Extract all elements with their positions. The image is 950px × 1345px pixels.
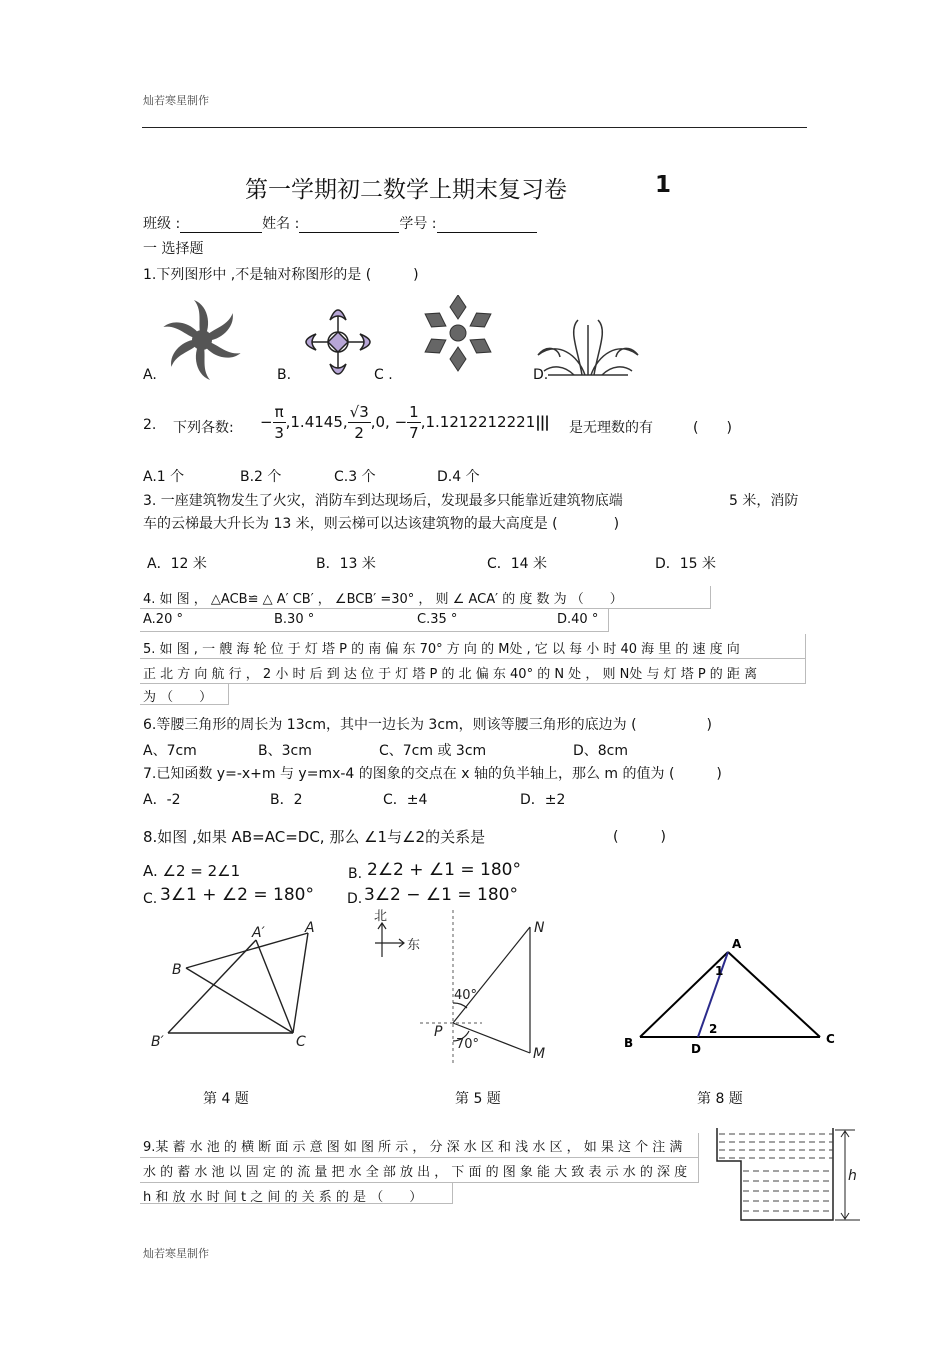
id-label: 学号 : [399, 216, 437, 232]
q3-option-d: D．15 米 [655, 556, 717, 572]
q1-option-c: C . [374, 367, 393, 383]
fig4-label-a: A [305, 920, 315, 936]
figure-8 [620, 930, 845, 1060]
q1-option-d: D. [533, 367, 549, 383]
fig5-angle-40: 40° [454, 988, 478, 1003]
fig5-caption: 第 5 题 [455, 1091, 501, 1107]
footer-maker: 灿若寒星制作 [143, 1247, 209, 1260]
fig8-label-2: 2 [709, 1022, 718, 1036]
figure-5 [370, 905, 560, 1065]
q1-option-b: B. [277, 367, 292, 383]
q2-number: 2. [143, 417, 157, 433]
q2-lead: 下列各数: [173, 420, 234, 436]
q3-line1b: 5 米，消防 [729, 493, 799, 509]
class-blank[interactable] [180, 216, 262, 233]
q4-options-box [140, 609, 609, 632]
fraction-1-over-7: $\frac{1}{7}$ [409, 403, 419, 442]
q2-numbers: − $\frac{\pi}{3}$ ,1.4145, $\frac{√3}{2}$ ,0, − $\frac{1}{7}$ ,1.1212212221||| [260, 403, 549, 442]
q8-option-c: 3∠1 + ∠2 = 180° [160, 885, 314, 905]
q8-option-b-label: B. [348, 866, 363, 882]
fraction-sqrt3-over-2: $\frac{√3}{2}$ [349, 403, 369, 442]
section-heading: 一 选择题 [143, 241, 204, 257]
fraction-pi-over-3: $\frac{\pi}{3}$ [274, 403, 284, 442]
fig8-label-d: D [691, 1042, 701, 1056]
q2-option-d: D.4 个 [437, 469, 480, 485]
q3-option-a: A．12 米 [147, 556, 207, 572]
fig8-label-a: A [732, 937, 742, 951]
q7-option-d: D．±2 [520, 792, 566, 808]
fig5-angle-70: 70° [456, 1037, 480, 1052]
q2-paren: ( ) [693, 420, 732, 436]
q5-line3: 为 （ ） [143, 690, 213, 705]
fig8-label-1: 1 [715, 964, 724, 978]
fig5-label-n: N [534, 920, 545, 936]
q8-option-c-label: C. [143, 891, 158, 907]
q2-option-b: B.2 个 [240, 469, 282, 485]
fig8-label-b: B [624, 1036, 634, 1050]
q9-line2: 水 的 蓄 水 池 以 固 定 的 流 量 把 水 全 部 放 出 ， 下 面 的 图 象 能 大 致 表 示 水 的 深 度 [143, 1165, 688, 1180]
fig4-label-a-prime: A′ [252, 925, 265, 941]
fig4-caption: 第 4 题 [203, 1091, 249, 1107]
q8-option-a: A. ∠2 = 2∠1 [143, 862, 241, 880]
page-title: 第一学期初二数学上期末复习卷 [245, 177, 567, 203]
q9-line1: 9.某 蓄 水 池 的 横 断 面 示 意 图 如 图 所 示 ， 分 深 水 区 和 浅 水 区 ， 如 果 这 个 注 满 [143, 1140, 683, 1155]
fig5-label-m: M [533, 1046, 546, 1062]
figure-d-fountain-icon [538, 320, 638, 375]
q3-option-c: C．14 米 [487, 556, 548, 572]
q7-option-a: A．-2 [143, 792, 181, 808]
q3-line2: 车的云梯最大升长为 13 米，则云梯可以达该建筑物的最大高度是 ( ) [143, 516, 620, 532]
fig4-label-b-prime: B′ [151, 1034, 164, 1050]
fig8-label-c: C [826, 1032, 835, 1046]
id-blank[interactable] [437, 216, 537, 233]
q1-text: 1.下列图形中 ,不是轴对称图形的是 ( ) [143, 267, 419, 283]
q4-text: 4. 如 图 ， △ACB≌ △ A′ CB′ ， ∠BCB′ =30° ， 则 ∠ ACA′ 的 度 数 为 （ ） [143, 592, 623, 607]
figure-c-flower-icon [421, 295, 495, 371]
q7-option-c: C．±4 [383, 792, 428, 808]
title-number: 1 [655, 172, 672, 198]
header-maker: 灿若寒星制作 [143, 94, 209, 107]
q8-text: 8.如图 ,如果 AB=AC=DC, 那么 ∠1与∠2的关系是 [143, 828, 486, 846]
fig5-north: 北 [374, 909, 388, 924]
q4-option-a: A.20 ° [143, 612, 183, 627]
q2-option-a: A.1 个 [143, 469, 185, 485]
fig4-label-b: B [172, 962, 182, 978]
info-line [143, 213, 537, 233]
name-blank[interactable] [299, 216, 399, 233]
q3-line1: 3. 一座建筑物发生了火灾，消防车到达现场后，发现最多只能靠近建筑物底端 [143, 493, 623, 509]
q6-option-b: B、3cm [258, 743, 312, 759]
q4-option-c: C.35 ° [417, 612, 458, 627]
figure-a-pinwheel-icon [163, 300, 240, 380]
q1-figures [150, 295, 670, 390]
q5-line2: 正 北 方 向 航 行 ， 2 小 时 后 到 达 位 于 灯 塔 P 的 北 偏 东 40° 的 N 处 ， 则 N处 与 灯 塔 P 的 距 离 [143, 667, 758, 682]
q9-line3: h 和 放 水 时 间 t 之 间 的 关 系 的 是 （ ） [143, 1190, 423, 1205]
name-label: 姓名 : [262, 216, 300, 232]
q7-text: 7.已知函数 y=-x+m 与 y=mx-4 的图象的交点在 x 轴的负半轴上，那么 m 的值为 ( ) [143, 766, 722, 782]
q7-option-b: B．2 [270, 792, 303, 808]
fig8-caption: 第 8 题 [697, 1091, 743, 1107]
ellipsis-marks: ||| [535, 413, 549, 431]
q6-option-a: A、7cm [143, 743, 197, 759]
q4-option-d: D.40 ° [557, 612, 599, 627]
q8-option-d: 3∠2 − ∠1 = 180° [364, 885, 518, 905]
fig5-east: 东 [407, 938, 421, 953]
figure-4 [148, 918, 328, 1058]
header-rule [142, 127, 807, 128]
q6-option-d: D、8cm [573, 743, 629, 759]
q2-tail: 是无理数的有 [569, 420, 653, 436]
q2-option-c: C.3 个 [334, 469, 376, 485]
fig5-label-p: P [434, 1024, 443, 1040]
q8-option-b: 2∠2 + ∠1 = 180° [367, 860, 521, 880]
q3-option-b: B．13 米 [316, 556, 376, 572]
reservoir-figure [705, 1123, 865, 1228]
reservoir-h-label: h [848, 1168, 857, 1184]
q5-line1: 5. 如 图 , 一 艘 海 轮 位 于 灯 塔 P 的 南 偏 东 70° 方 向 的 M处 , 它 以 每 小 时 40 海 里 的 速 度 向 [143, 642, 740, 657]
fig4-label-c: C [296, 1034, 306, 1050]
figure-b-cross-icon [306, 310, 370, 374]
q1-option-a: A. [143, 367, 157, 383]
q6-text: 6.等腰三角形的周长为 13cm，其中一边长为 3cm，则该等腰三角形的底边为 ( ) [143, 717, 713, 733]
class-label: 班级 : [143, 216, 181, 232]
q8-paren: ( ) [613, 829, 666, 845]
q4-option-b: B.30 ° [274, 612, 315, 627]
q8-option-d-label: D. [347, 891, 363, 907]
q6-option-c: C、7cm 或 3cm [379, 743, 487, 759]
